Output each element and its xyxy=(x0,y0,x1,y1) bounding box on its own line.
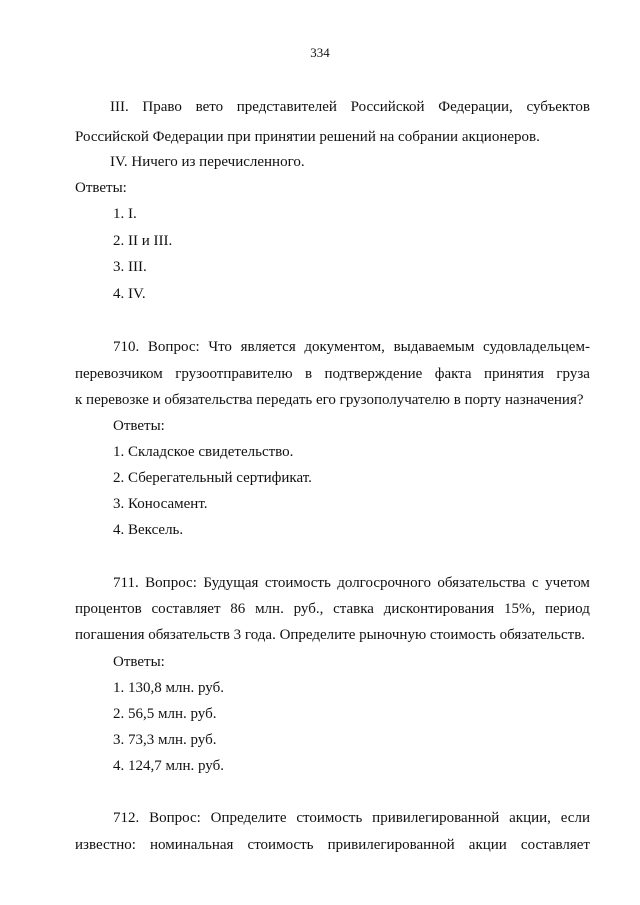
word: документом, xyxy=(304,339,385,355)
prev-item4: IV. Ничего из перечисленного. xyxy=(110,154,305,170)
q710-answer: 2. Сберегательный сертификат. xyxy=(113,470,312,486)
q711-answer: 3. 73,3 млн. руб. xyxy=(113,732,217,748)
q711-answer: 4. 124,7 млн. руб. xyxy=(113,758,224,774)
word: акции xyxy=(468,837,507,853)
word: в xyxy=(304,366,313,382)
word: 710. xyxy=(113,339,140,355)
page-number: 334 xyxy=(310,45,330,60)
word: если xyxy=(560,810,590,826)
q711-answer: 2. 56,5 млн. руб. xyxy=(113,706,217,722)
word: факта xyxy=(434,366,472,382)
word: долгосрочного xyxy=(337,575,431,591)
q711-line2 xyxy=(75,602,590,617)
word: Вопрос: xyxy=(149,810,201,826)
word: вето xyxy=(195,99,224,115)
q711-answers-label: Ответы: xyxy=(113,654,165,670)
word: период xyxy=(544,601,590,617)
q710-line1 xyxy=(113,340,590,355)
word: Вопрос: xyxy=(145,575,197,591)
word: перевозчиком xyxy=(75,366,163,382)
word: стоимость xyxy=(296,810,363,826)
word: Определите xyxy=(210,810,287,826)
word: принятия xyxy=(484,366,544,382)
word: 86 xyxy=(230,601,246,617)
word: млн. xyxy=(255,601,284,617)
q710-line2 xyxy=(75,367,590,382)
word: Федерации, xyxy=(438,99,513,115)
word: Что xyxy=(208,339,232,355)
prev-answer: 3. III. xyxy=(113,259,147,275)
q712-line1 xyxy=(113,811,590,826)
word: 711. xyxy=(113,575,139,591)
q712-line2 xyxy=(75,838,590,853)
prev-item3-line2: Российской Федерации при принятии решений на собрании акционеров. xyxy=(75,129,540,145)
word: 712. xyxy=(113,810,140,826)
word: стоимость xyxy=(247,837,314,853)
q710-answer: 1. Складское свидетельство. xyxy=(113,444,294,460)
word: руб., xyxy=(293,601,324,617)
q711-answer: 1. 130,8 млн. руб. xyxy=(113,680,224,696)
q710-answer: 4. Вексель. xyxy=(113,522,184,538)
word: судовладельцем- xyxy=(482,339,590,355)
word: привилегированной xyxy=(372,810,500,826)
word: номинальная xyxy=(149,837,234,853)
word: Право xyxy=(142,99,182,115)
word: составляет xyxy=(520,837,590,853)
word: привилегированной xyxy=(327,837,455,853)
word: является xyxy=(240,339,296,355)
word: Российской xyxy=(350,99,425,115)
prev-answers-label: Ответы: xyxy=(75,180,127,196)
word: выдаваемым xyxy=(393,339,475,355)
word: III. xyxy=(110,99,129,115)
word: составляет xyxy=(151,601,221,617)
q710-answer: 3. Коносамент. xyxy=(113,496,208,512)
word: грузоотправителю xyxy=(175,366,293,382)
word: учетом xyxy=(545,575,590,591)
word: подтверждение xyxy=(324,366,423,382)
prev-answer: 4. IV. xyxy=(113,286,146,302)
word: Будущая xyxy=(203,575,259,591)
prev-item3-line1 xyxy=(110,100,590,115)
word: дисконтирования xyxy=(383,601,495,617)
word: с xyxy=(532,575,539,591)
prev-answer: 1. I. xyxy=(113,206,137,222)
word: известно: xyxy=(75,837,136,853)
q710-line3: к перевозке и обязательства передать его грузополучателю в порту назначения? xyxy=(75,392,584,408)
word: ставка xyxy=(333,601,374,617)
q711-line3: погашения обязательств 3 года. Определите рыночную стоимость обязательств. xyxy=(75,627,586,643)
q710-answers-label: Ответы: xyxy=(113,418,165,434)
word: груза xyxy=(556,366,590,382)
word: представителей xyxy=(236,99,337,115)
word: 15%, xyxy=(503,601,536,617)
word: акции, xyxy=(509,810,551,826)
word: стоимость xyxy=(264,575,331,591)
word: Вопрос: xyxy=(147,339,200,355)
word: процентов xyxy=(75,601,142,617)
prev-answer: 2. II и III. xyxy=(113,233,173,249)
q711-line1 xyxy=(113,576,590,591)
word: обязательства xyxy=(437,575,526,591)
word: субъектов xyxy=(526,99,590,115)
